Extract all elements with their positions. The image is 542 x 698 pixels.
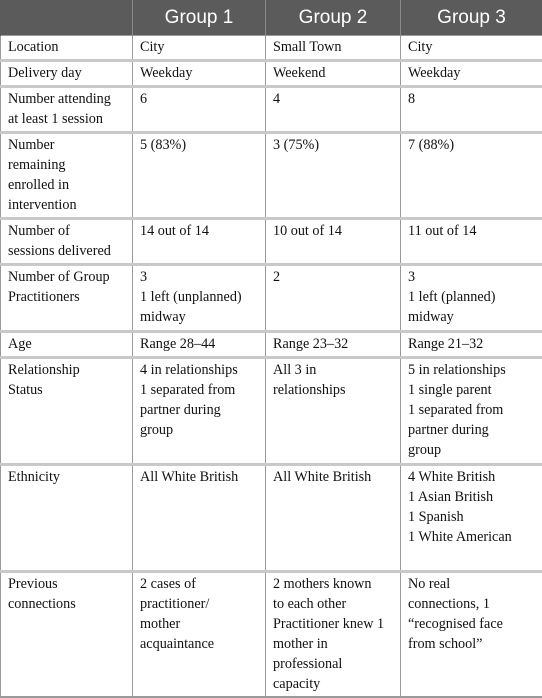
row-label: Ethnicity	[1, 465, 133, 572]
table-cell: 2 cases of practitioner/ mother acquaintance	[133, 572, 266, 698]
table-row	[1, 87, 542, 133]
table-cell: All White British	[133, 465, 266, 572]
table-row	[1, 133, 542, 219]
table-row	[1, 36, 542, 61]
table-cell: All 3 in relationships	[266, 358, 401, 465]
table-body	[1, 36, 542, 698]
table-cell: City	[401, 36, 542, 61]
row-label: Location	[1, 36, 133, 61]
table-row	[1, 265, 542, 332]
table-row	[1, 219, 542, 265]
header-cell-group-2: Group 2	[266, 0, 401, 36]
row-label: Delivery day	[1, 61, 133, 87]
table-cell: 5 in relationships 1 single parent 1 separated from partner during group	[401, 358, 542, 465]
table-row	[1, 332, 542, 358]
table-row	[1, 572, 542, 698]
table-cell: 14 out of 14	[133, 219, 266, 265]
table-cell: 8	[401, 87, 542, 133]
table-cell: Range 28–44	[133, 332, 266, 358]
table-cell: 4	[266, 87, 401, 133]
table-cell: 11 out of 14	[401, 219, 542, 265]
table-cell: 6	[133, 87, 266, 133]
table-cell: 3 1 left (planned) midway	[401, 265, 542, 332]
table-cell: Weekday	[133, 61, 266, 87]
row-label: Age	[1, 332, 133, 358]
table-cell: 7 (88%)	[401, 133, 542, 219]
header-cell-group-1: Group 1	[133, 0, 266, 36]
row-label: Number of sessions delivered	[1, 219, 133, 265]
table-cell: All White British	[266, 465, 401, 572]
table-cell: 10 out of 14	[266, 219, 401, 265]
table-cell: Range 21–32	[401, 332, 542, 358]
row-label: Relationship Status	[1, 358, 133, 465]
row-label: Number remaining enrolled in intervention	[1, 133, 133, 219]
table-cell: Weekday	[401, 61, 542, 87]
table-cell: Range 23–32	[266, 332, 401, 358]
header-row	[1, 0, 542, 36]
table-cell: City	[133, 36, 266, 61]
table-cell: 3 (75%)	[266, 133, 401, 219]
row-label: Previous connections	[1, 572, 133, 698]
table-cell: Weekend	[266, 61, 401, 87]
table-cell: No real connections, 1 “recognised face from school”	[401, 572, 542, 698]
table-row	[1, 465, 542, 572]
header-cell-group-3: Group 3	[401, 0, 542, 36]
table-cell: 2	[266, 265, 401, 332]
table-cell: Small Town	[266, 36, 401, 61]
table-cell: 2 mothers known to each other Practitioner knew 1 mother in professional capacity	[266, 572, 401, 698]
table-cell: 4 White British 1 Asian British 1 Spanish 1 White American	[401, 465, 542, 572]
row-label: Number attending at least 1 session	[1, 87, 133, 133]
table-cell: 4 in relationships 1 separated from partner during group	[133, 358, 266, 465]
header-cell-blank	[1, 0, 133, 36]
row-label: Number of Group Practitioners	[1, 265, 133, 332]
table-header	[1, 0, 542, 36]
table-row	[1, 61, 542, 87]
table-cell: 3 1 left (unplanned) midway	[133, 265, 266, 332]
table-cell: 5 (83%)	[133, 133, 266, 219]
table-row	[1, 358, 542, 465]
